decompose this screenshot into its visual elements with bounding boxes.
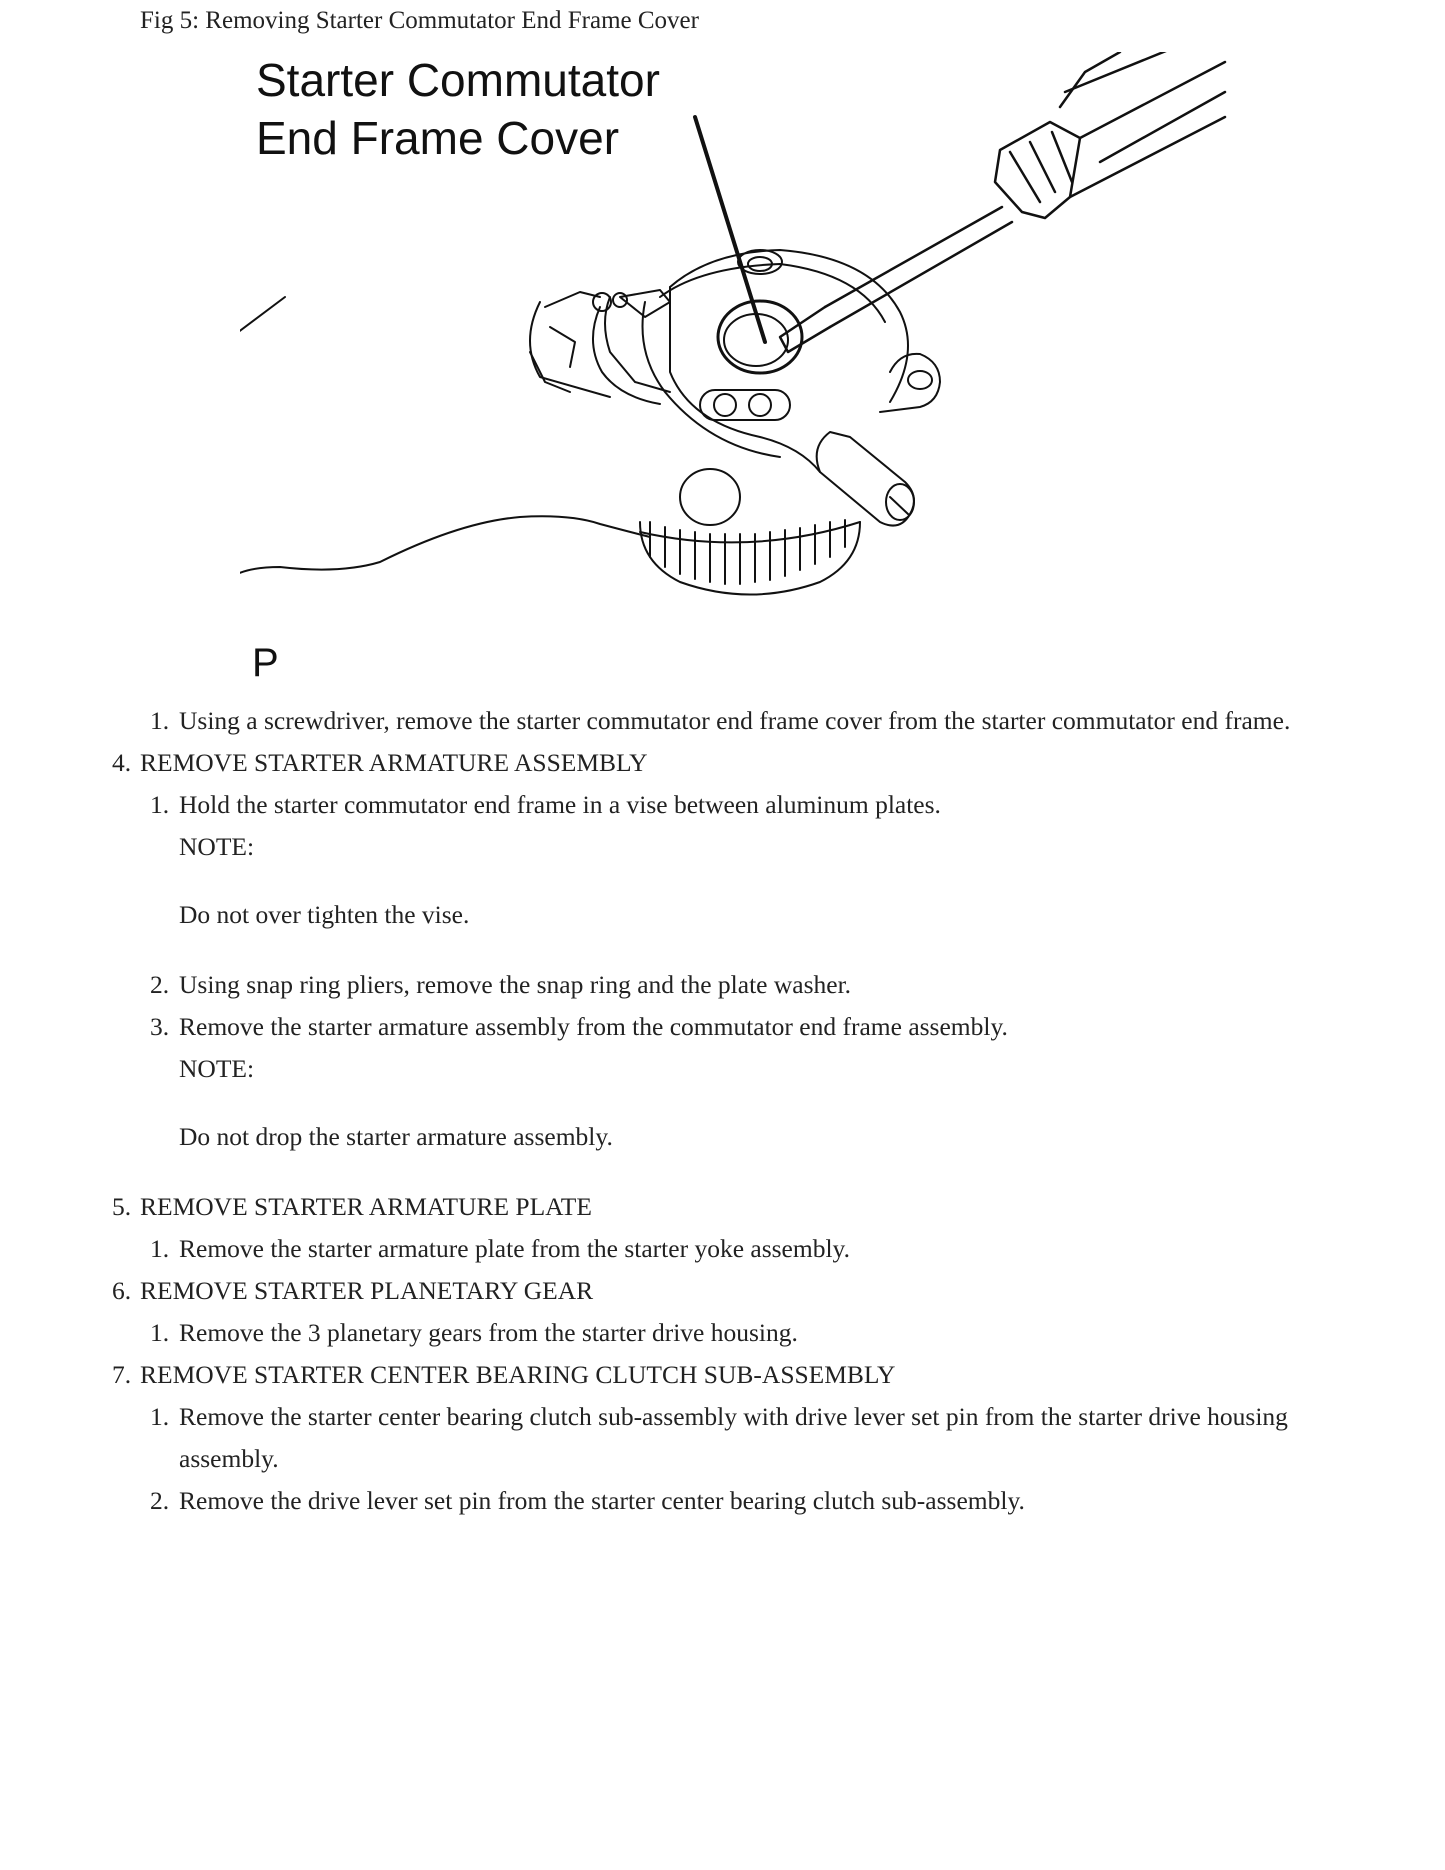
- substep-number: 1.: [150, 1234, 170, 1263]
- substep-text: Hold the starter commutator end frame in a vise between aluminum plates.: [179, 790, 941, 819]
- figure-caption: Fig 5: Removing Starter Commutator End Frame Cover: [140, 7, 699, 34]
- substep: [0, 784, 1445, 826]
- substep-text: Using a screwdriver, remove the starter commutator end frame cover from the starter commutator end frame.: [179, 706, 1291, 735]
- step-title: REMOVE STARTER ARMATURE ASSEMBLY: [140, 748, 648, 777]
- figure-code: P: [252, 641, 279, 685]
- note-text: Do not drop the starter armature assembly.: [179, 1122, 613, 1151]
- starter-illustration: [240, 52, 1240, 702]
- step-title: REMOVE STARTER CENTER BEARING CLUTCH SUB-ASSEMBLY: [140, 1360, 896, 1389]
- step-heading: [0, 1270, 1445, 1312]
- substep-text: Remove the starter armature assembly from the commutator end frame assembly.: [179, 1012, 1008, 1041]
- substep-number: 1.: [150, 790, 170, 819]
- substep-text: Remove the starter center bearing clutch sub-assembly with drive lever set pin from the starter drive housing assembly.: [179, 1402, 1288, 1473]
- substep-number: 1.: [150, 1318, 170, 1347]
- note-label: NOTE:: [179, 1054, 255, 1083]
- step-heading: [0, 1186, 1445, 1228]
- substep-text: Remove the drive lever set pin from the starter center bearing clutch sub-assembly.: [179, 1486, 1025, 1515]
- substep-text: Remove the 3 planetary gears from the starter drive housing.: [179, 1318, 798, 1347]
- substep: [0, 700, 1445, 742]
- substep: [0, 1480, 1445, 1522]
- step-heading: [0, 1354, 1445, 1396]
- substep: [0, 964, 1445, 1006]
- substep-number: 1.: [150, 706, 170, 735]
- step-number: 6.: [112, 1276, 132, 1305]
- substep: [0, 1312, 1445, 1354]
- note-label: NOTE:: [179, 832, 255, 861]
- substep: [0, 1006, 1445, 1048]
- step-title: REMOVE STARTER ARMATURE PLATE: [140, 1192, 592, 1221]
- substep-number: 2.: [150, 970, 170, 999]
- substep: [0, 1396, 1445, 1480]
- figure-label-line1: Starter Commutator: [256, 54, 660, 106]
- step-heading: [0, 742, 1445, 784]
- step-number: 4.: [112, 748, 132, 777]
- figure-label-line2: End Frame Cover: [256, 112, 620, 164]
- substep-number: 2.: [150, 1486, 170, 1515]
- leader-line: [695, 117, 765, 342]
- substep-text: Using snap ring pliers, remove the snap ring and the plate washer.: [179, 970, 852, 999]
- note-text: Do not over tighten the vise.: [179, 900, 470, 929]
- step-title: REMOVE STARTER PLANETARY GEAR: [140, 1276, 594, 1305]
- substep-number: 1.: [150, 1402, 170, 1431]
- procedure-steps: [0, 700, 1445, 1522]
- step-number: 5.: [112, 1192, 132, 1221]
- substep: [0, 1228, 1445, 1270]
- step-number: 7.: [112, 1360, 132, 1389]
- substep-number: 3.: [150, 1012, 170, 1041]
- commutator-cover: [718, 301, 802, 373]
- screwdriver: [780, 52, 1225, 352]
- substep-text: Remove the starter armature plate from the starter yoke assembly.: [179, 1234, 851, 1263]
